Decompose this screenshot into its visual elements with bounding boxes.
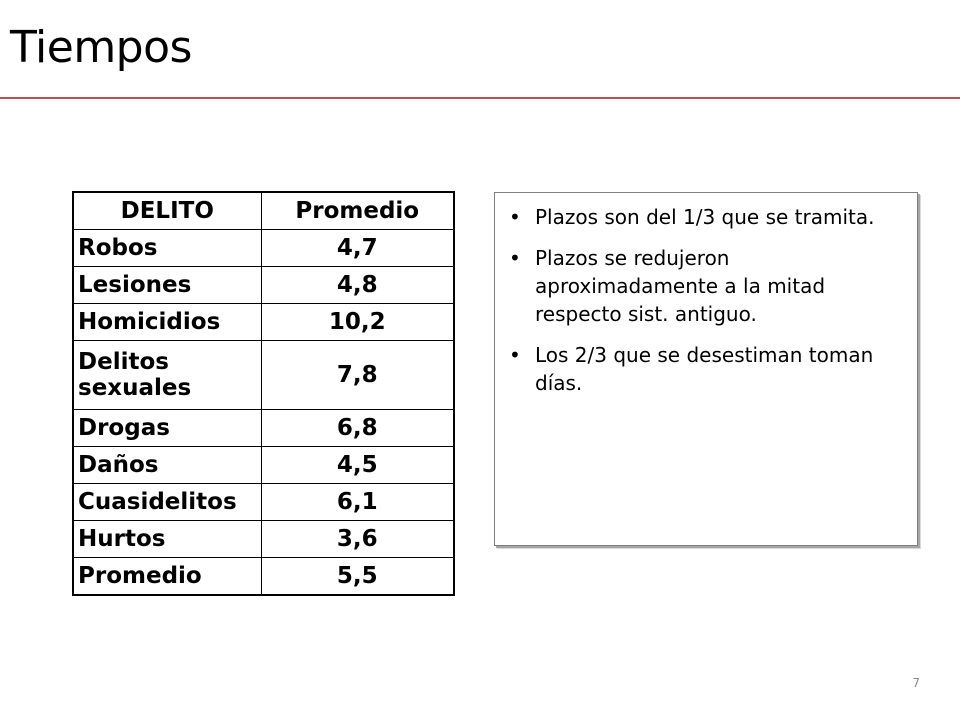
cell-delito: Daños	[73, 447, 261, 484]
page-title: Tiempos	[10, 22, 192, 73]
notes-textbox	[494, 192, 918, 546]
bullet-icon: •	[509, 343, 521, 367]
cell-delito: Lesiones	[73, 267, 261, 304]
cell-promedio: 4,7	[261, 230, 454, 267]
table-row-total	[73, 558, 454, 596]
bullet-icon: •	[509, 205, 521, 229]
list-item	[509, 203, 903, 231]
crime-duration-table	[72, 191, 455, 596]
cell-delito: Hurtos	[73, 521, 261, 558]
cell-delito: Cuasidelitos	[73, 484, 261, 521]
table-row	[73, 304, 454, 341]
cell-promedio: 7,8	[261, 341, 454, 410]
bullet-icon: •	[509, 246, 521, 270]
table-row	[73, 447, 454, 484]
cell-promedio: 5,5	[261, 558, 454, 596]
list-item	[509, 341, 903, 397]
cell-promedio: 3,6	[261, 521, 454, 558]
bullet-text: Plazos son del 1/3 que se tramita.	[535, 205, 875, 229]
table-row	[73, 410, 454, 447]
table-row	[73, 521, 454, 558]
cell-promedio: 6,1	[261, 484, 454, 521]
cell-delito: Promedio	[73, 558, 261, 596]
cell-promedio: 10,2	[261, 304, 454, 341]
bullet-text: Plazos se redujeron aproximadamente a la mitad respecto sist. antiguo.	[535, 246, 826, 326]
cell-promedio: 4,5	[261, 447, 454, 484]
bullet-text: Los 2/3 que se desestiman toman días.	[535, 343, 874, 395]
cell-delito: Drogas	[73, 410, 261, 447]
table-row	[73, 267, 454, 304]
table-row	[73, 230, 454, 267]
column-header-delito: DELITO	[73, 192, 261, 230]
cell-promedio: 4,8	[261, 267, 454, 304]
page-number: 7	[912, 676, 920, 690]
list-item	[509, 244, 903, 328]
title-divider	[0, 97, 960, 99]
table-row	[73, 484, 454, 521]
cell-delito: Delitos sexuales	[73, 341, 261, 410]
cell-delito: Homicidios	[73, 304, 261, 341]
table-row	[73, 341, 454, 410]
cell-delito: Robos	[73, 230, 261, 267]
table-header-row	[73, 192, 454, 230]
column-header-promedio: Promedio	[261, 192, 454, 230]
notes-bullet-list	[495, 193, 917, 397]
cell-promedio: 6,8	[261, 410, 454, 447]
